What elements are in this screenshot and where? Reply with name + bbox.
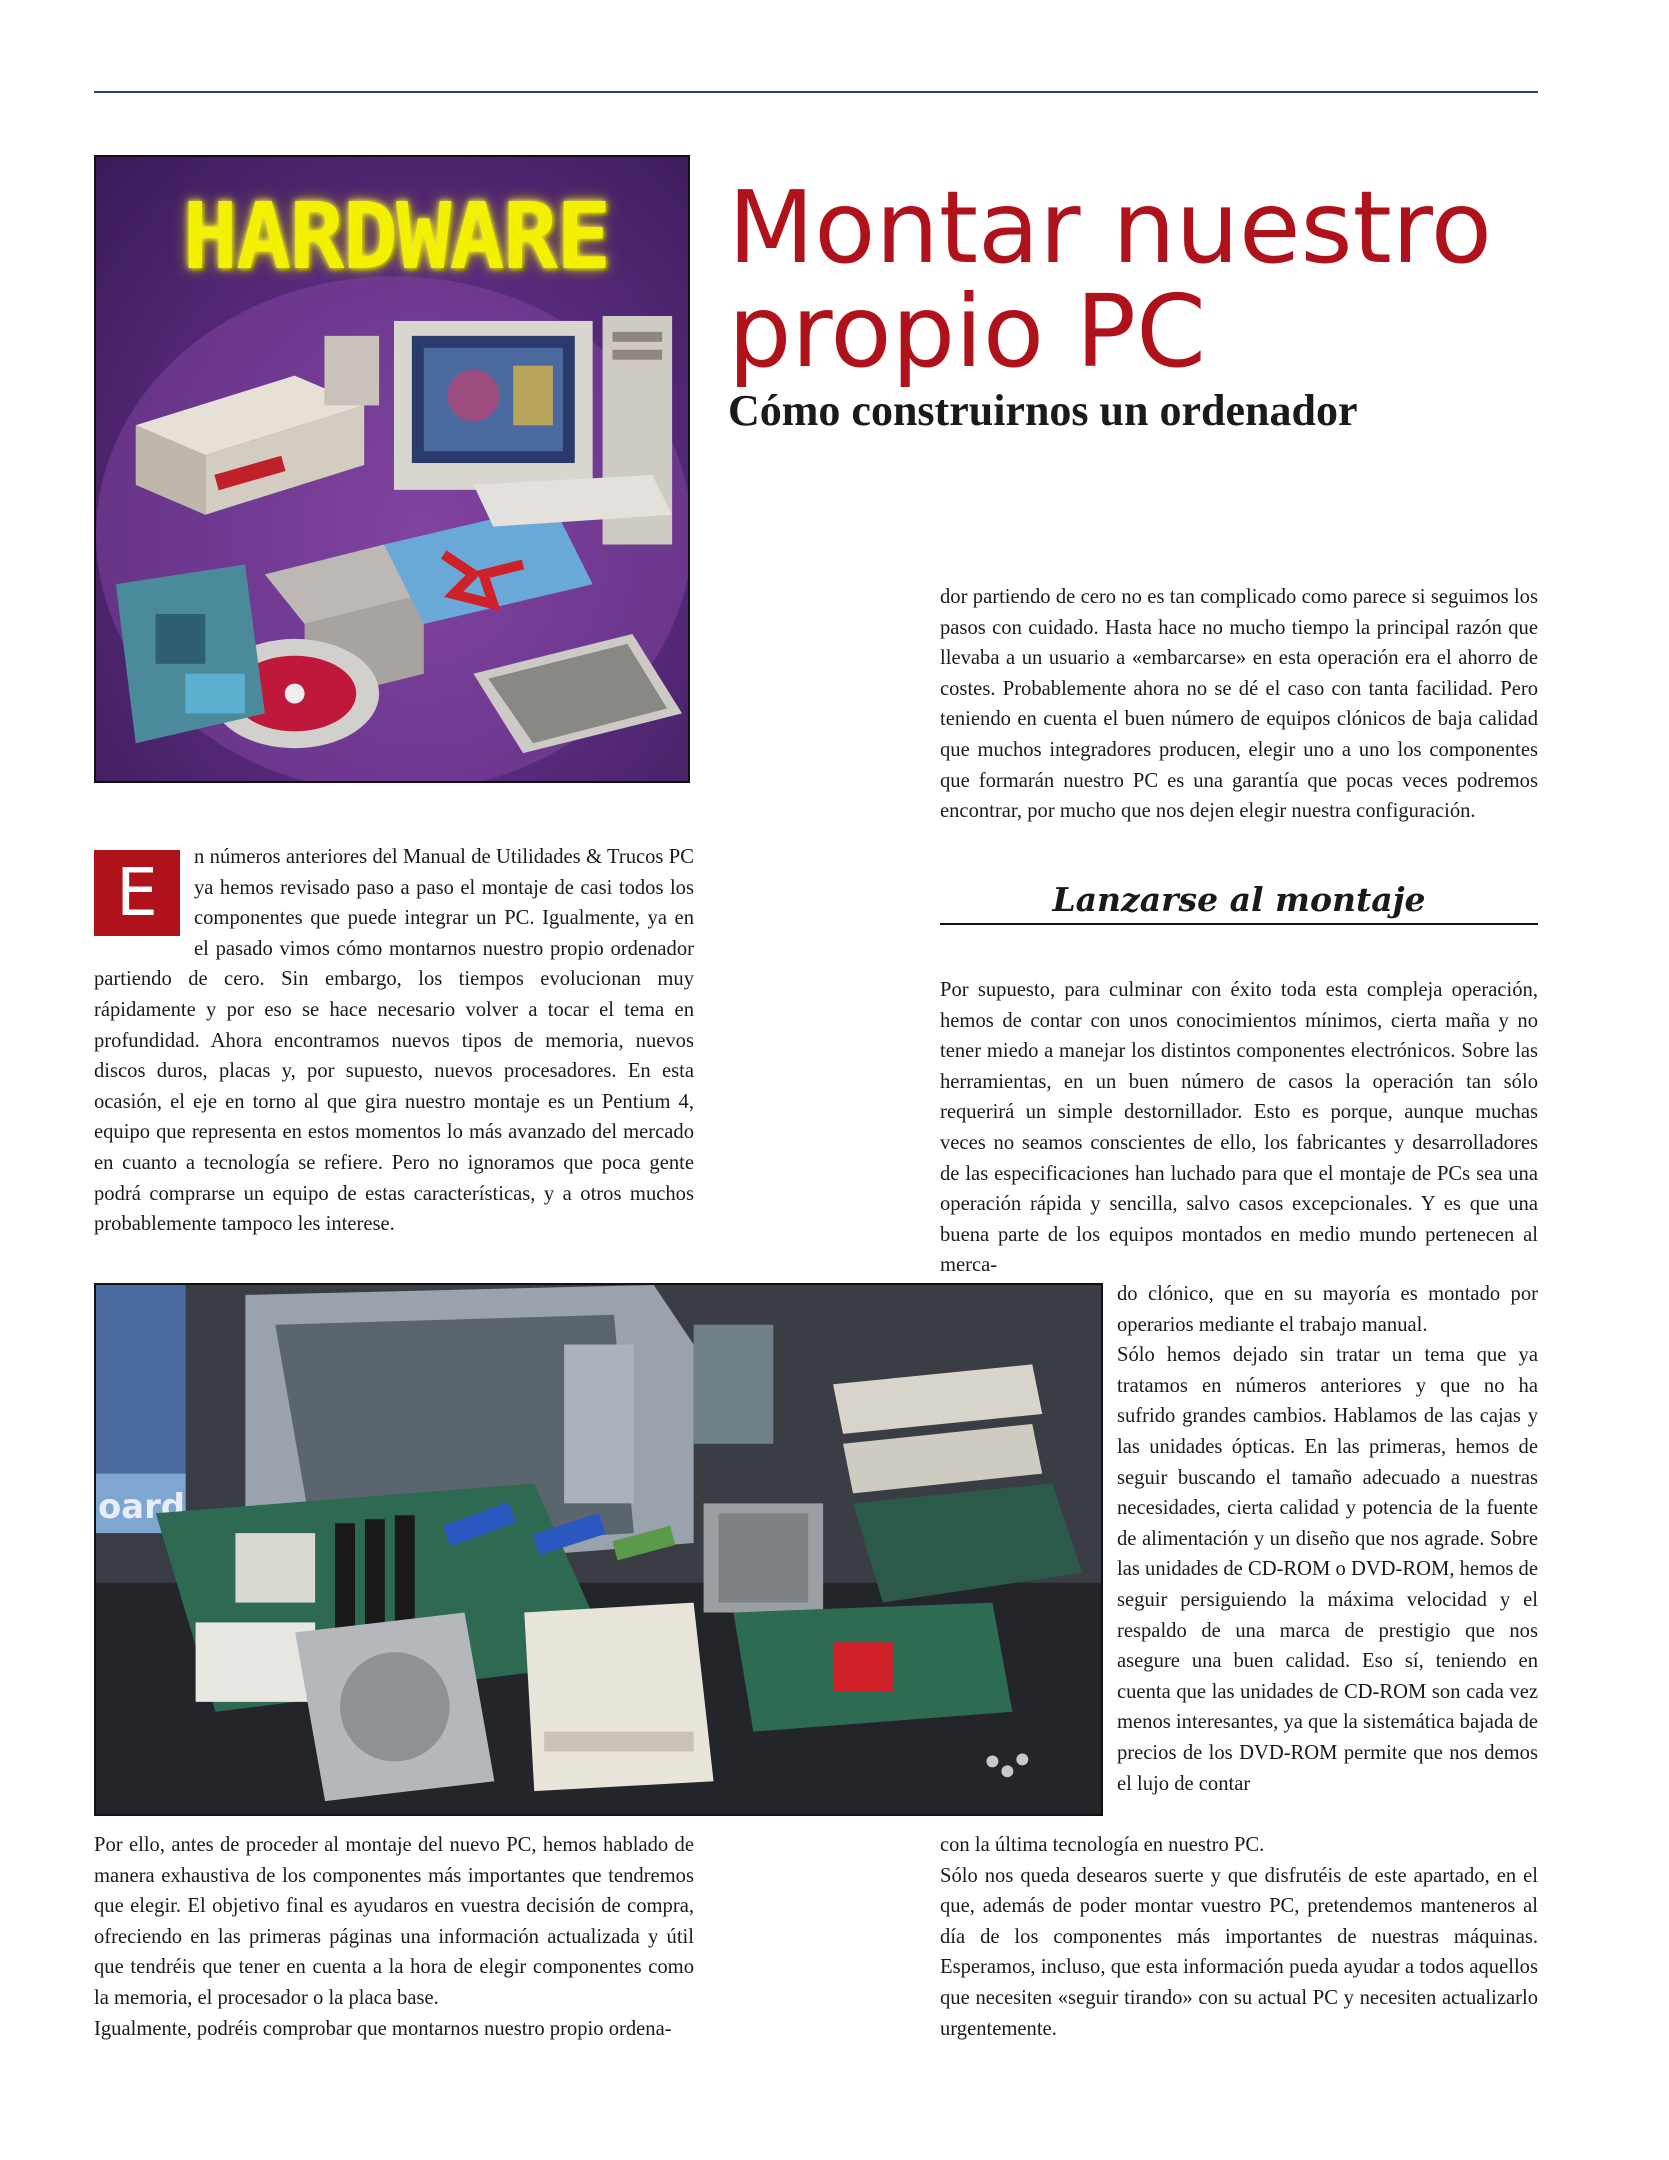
paragraph: Por supuesto, para culminar con éxito toda esta compleja operación, hemos de contar con unos conocimientos mínimos, cierta maña y no tener miedo a manejar los distintos componentes electrónicos. Sobre las herramientas, en un buen número de casos la operación tan sólo requerirá un simple destornillador. Esto es porque, aunque muchas veces no seamos conscientes de ello, los fabricantes y desarrolladores de las especificaciones han luchado para que el montaje de PCs sea una operación rápida y sencilla, salvo casos excepcionales. Y es que una buena parte de los equipos montados en medio mundo pertenecen al merca- [940,979,1538,1277]
title-line-1: Montar nuestro [728,169,1492,286]
paragraph: dor partiendo de cero no es tan complicado como parece si seguimos los pasos con cuidado. Hasta hace no mucho tiempo la principal razón que llevaba a un usuario a «embarcarse» en esta operación era el ahorro de costes. Probablemente ahora no se dé el caso con tanta facilidad. Pero teniendo en cuenta el buen número de equipos clónicos de baja calidad que muchos integradores producen, elegir uno a uno los componentes que formarán nuestro PC es una garantía que pocas veces podremos encontrar, por mucho que nos dejen elegir nuestra configuración. [940,586,1538,823]
paragraph: Sólo nos queda desearos suerte y que disfrutéis de este apartado, en el que, además de poder montar vuestro PC, pretendemos manteneros al día de los componentes más importantes de nuestras máquinas. Esperamos, incluso, que esta información pueda ayudar a todos aquellos que necesiten «seguir tirando» con su actual PC y necesiten actualizarlo urgentemente. [940,1864,1538,2040]
right-column-top [940,582,1538,827]
intro-column [94,842,694,1240]
cover-hardware-word: HARDWARE [182,183,610,290]
drop-cap: E [94,850,180,936]
box-label: oard [97,1487,186,1527]
top-rule [94,91,1538,93]
article-subtitle: Cómo construirnos un ordenador [728,386,1358,435]
paragraph: Por ello, antes de proceder al montaje del nuevo PC, hemos hablado de manera exhaustiva de los componentes más importantes que tendremos que elegir. El objetivo final es ayudaros en vuestra decisión de compra, ofreciendo en las primeras páginas una información actualizada y útil que tendréis que tener en cuenta a la hora de elegir componentes como la memoria, el procesador o la placa base. [94,1834,694,2009]
paragraph: do clónico, que en su mayoría es montado por operarios mediante el trabajo manual. [1117,1283,1538,1336]
paragraph: Igualmente, podréis comprobar que montarnos nuestro propio ordena- [94,2017,672,2040]
left-column-bottom [94,1830,694,2044]
components-photo [94,1283,1103,1816]
paragraph: Sólo hemos dejado sin tratar un tema que ya tratamos en números anteriores y que no ha sufrido grandes cambios. Hablamos de las cajas y las unidades ópticas. En las primeras, hemos de seguir buscando el tamaño adecuado a nuestras necesidades, cierta calidad y potencia de la fuente de alimentación y un diseño que nos agrade. Sobre las unidades de CD-ROM o DVD-ROM, hemos de seguir persiguiendo la máxima velocidad y el respaldo de una marca de prestigio que nos asegure una buen calidad. Eso sí, teniendo en cuenta que las unidades de CD-ROM son cada vez menos interesantes, ya que la sistemática bajada de precios de los DVD-ROM permite que nos demos el lujo de contar [1117,1344,1538,1795]
intro-paragraph: n números anteriores del Manual de Utilidades & Trucos PC ya hemos revisado paso a paso el montaje de casi todos los componentes que puede integrar un PC. Igualmente, ya en el pasado vimos cómo montarnos nuestro propio ordenador partiendo de cero. Sin embargo, los tiempos evolucionan muy rápidamente y por eso se hace necesario volver a tocar el tema en profundidad. Ahora encontramos nuevos tipos de memoria, nuevos discos duros, placas y, por supuesto, nuevos procesadores. En esta ocasión, el eje en torno al que gira nuestro montaje es un Pentium 4, equipo que representa en estos momentos lo más avanzado del mercado en cuanto a tecnología se refiere. Pero no ignoramos que poca gente podrá comprarse un equipo de estas características, y a otros muchos probablemente tampoco les interese. [94,846,694,1236]
title-line-2: propio PC [728,273,1206,390]
right-column-bottom [940,1830,1538,2044]
right-column-middle [940,975,1538,1281]
section-heading: Lanzarse al montaje [940,880,1538,925]
right-narrow-column [1117,1279,1538,1799]
components-illustration [96,1285,1101,1814]
paragraph: con la última tecnología en nuestro PC. [940,1834,1265,1856]
hardware-cover-image [94,155,690,783]
article-title [728,169,1492,390]
